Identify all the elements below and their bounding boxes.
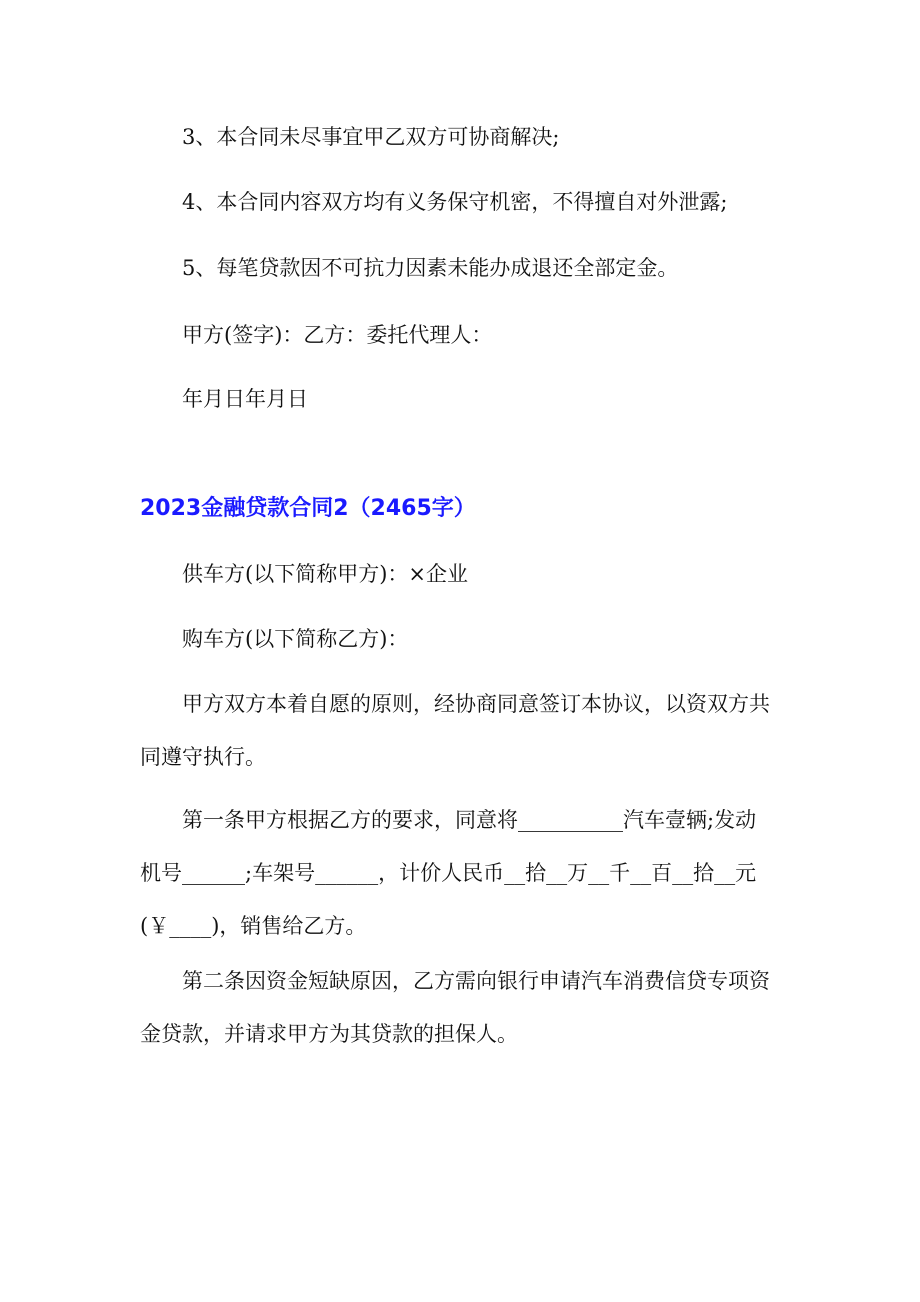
article-2-line-1: 第二条因资金短缺原因，乙方需向银行申请汽车消费信贷专项资 — [182, 969, 770, 993]
clause-5: 5、每笔贷款因不可抗力因素未能办成退还全部定金。 — [182, 256, 679, 280]
intro-line-1: 甲方双方本着自愿的原则，经协商同意签订本协议，以资双方共 — [182, 692, 770, 716]
article-1-line-3: (￥____)，销售给乙方。 — [140, 914, 367, 938]
date-line: 年月日年月日 — [182, 387, 308, 411]
article-2-line-2: 金贷款，并请求甲方为其贷款的担保人。 — [140, 1022, 518, 1046]
buyer-party: 购车方(以下简称乙方)： — [182, 627, 409, 651]
clause-3: 3、本合同未尽事宜甲乙双方可协商解决; — [182, 125, 560, 149]
article-1-line-1: 第一条甲方根据乙方的要求，同意将__________汽车壹辆;发动 — [182, 808, 757, 832]
article-2-paragraph — [140, 955, 800, 1061]
supplier-party: 供车方(以下简称甲方)：×企业 — [182, 562, 468, 586]
section-heading: 2023金融贷款合同2（2465字） — [140, 496, 476, 521]
clause-4: 4、本合同内容双方均有义务保守机密，不得擅自对外泄露; — [182, 190, 728, 214]
article-1-paragraph — [140, 794, 800, 953]
article-1-line-2: 机号______;车架号______，计价人民币__拾__万__千__百__拾__元 — [140, 861, 757, 885]
intro-paragraph — [140, 678, 800, 784]
intro-line-2: 同遵守执行。 — [140, 745, 266, 769]
signature-line: 甲方(签字)：乙方：委托代理人： — [182, 323, 493, 347]
